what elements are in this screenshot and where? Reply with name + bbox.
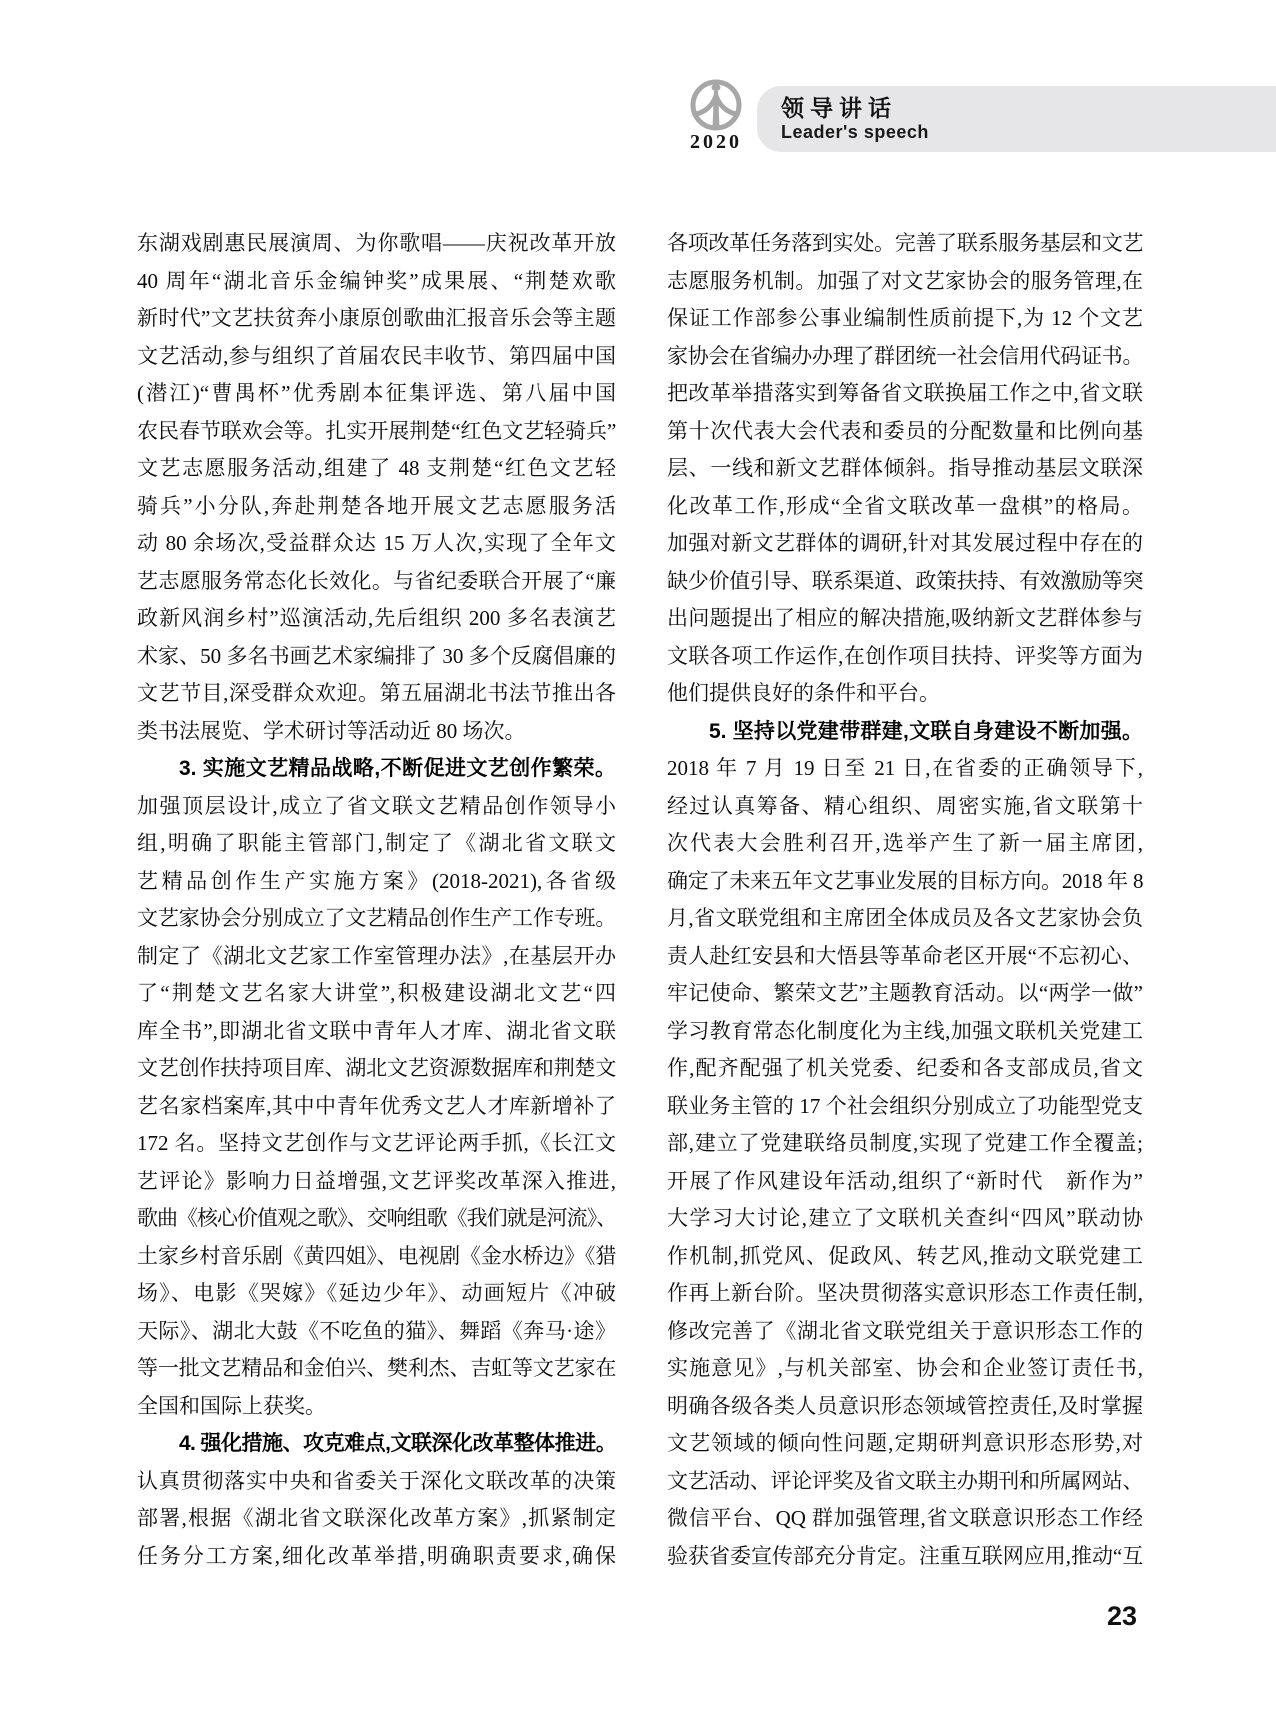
text-line: 修改完善了《湖北省文联党组关于意识形态工作的	[667, 1318, 1143, 1343]
text-line: 联业务主管的 17 个社会组织分别成立了功能型党支	[667, 1093, 1143, 1118]
text-line: 文艺领域的倾向性问题,定期研判意识形态形势,对	[667, 1431, 1143, 1455]
text-line: 文联各项工作运作,在创作项目扶持、评奖等方面为	[667, 643, 1143, 668]
text-line: 动 80 余场次,受益群众达 15 万人次,实现了全年文	[137, 531, 616, 555]
text-line: 等一批文艺精品和金伯兴、樊利杰、吉虹等文艺家在	[137, 1356, 616, 1380]
left-text-column	[137, 225, 616, 1575]
text-line: 加强顶层设计,成立了省文联文艺精品创作领导小	[137, 793, 616, 818]
text-line: 微信平台、QQ 群加强管理,省文联意识形态工作经	[667, 1506, 1143, 1530]
text-line: 2018 年 7 月 19 日至 21 日,在省委的正确领导下,	[667, 756, 1143, 780]
text-line: 172 名。坚持文艺创作与文艺评论两手抓,《长江文	[137, 1131, 616, 1155]
text-line: 作,配齐配强了机关党委、纪委和各支部成员,省文	[667, 1056, 1143, 1080]
text-line: 验获省委宣传部充分肯定。注重互联网应用,推动“互	[667, 1543, 1143, 1568]
text-line: 作机制,抓党风、促政风、转艺风,推动文联党建工	[667, 1243, 1143, 1268]
text-line: 出问题提出了相应的解决措施,吸纳新文艺群体参与	[667, 606, 1143, 630]
text-line: 文艺活动、评论评奖及省文联主办期刊和所属网站、	[667, 1468, 1143, 1493]
text-line: (潜江)“曹禺杯”优秀剧本征集评选、第八届中国	[137, 381, 616, 405]
section-title-cn: 领导讲话	[781, 95, 897, 121]
text-line: 次代表大会胜利召开,选举产生了新一届主席团,	[667, 831, 1143, 855]
text-line: 土家乡村音乐剧《黄四姐》、电视剧《金水桥边》《猎	[137, 1243, 616, 1268]
text-line: 责人赴红安县和大悟县等革命老区开展“不忘初心、	[667, 943, 1143, 968]
text-line: 骑兵”小分队,奔赴荆楚各地开展文艺志愿服务活	[137, 493, 616, 518]
text-line: 大学习大讨论,建立了文联机关查纠“四风”联动协	[667, 1206, 1143, 1230]
text-line: 艺评论》影响力日益增强,文艺评奖改革深入推进,	[137, 1168, 616, 1193]
text-line: 第十次代表大会代表和委员的分配数量和比例向基	[667, 418, 1143, 443]
text-line: 牢记使命、繁荣文艺”主题教育活动。以“两学一做”	[667, 981, 1143, 1005]
text-line: 类书法展览、学术研讨等活动近 80 场次。	[137, 718, 526, 743]
text-line: 文艺节目,深受群众欢迎。第五届湖北书法节推出各	[137, 681, 616, 705]
text-line: 制定了《湖北文艺家工作室管理办法》,在基层开办	[137, 943, 616, 968]
text-line: 歌曲《核心价值观之歌》、交响组歌《我们就是河流》、	[137, 1206, 616, 1230]
text-line: 术家、50 多名书画艺术家编排了 30 多个反腐倡廉的	[137, 643, 616, 668]
text-line: 确定了未来五年文艺事业发展的目标方向。2018 年 8	[667, 868, 1143, 893]
text-line: 文艺活动,参与组织了首届农民丰收节、第四届中国	[137, 343, 616, 368]
text-line: 艺名家档案库,其中中青年优秀文艺人才库新增补了	[137, 1093, 616, 1118]
text-line: 学习教育常态化制度化为主线,加强文联机关党建工	[667, 1018, 1143, 1043]
text-line: 月,省文联党组和主席团全体成员及各文艺家协会负	[667, 906, 1143, 930]
text-line: 任务分工方案,细化改革举措,明确职责要求,确保	[137, 1543, 616, 1568]
text-line: 作再上新台阶。坚决贯彻落实意识形态工作责任制,	[667, 1281, 1143, 1305]
text-line: 部署,根据《湖北省文联深化改革方案》,抓紧制定	[137, 1506, 616, 1530]
text-line: 文艺创作扶持项目库、湖北文艺资源数据库和荆楚文	[137, 1056, 616, 1080]
text-line: 志愿服务机制。加强了对文艺家协会的服务管理,在	[667, 268, 1143, 293]
text-line: 层、一线和新文艺群体倾斜。指导推动基层文联深	[667, 456, 1143, 480]
text-line: 化改革工作,形成“全省文联改革一盘棋”的格局。	[667, 493, 1143, 518]
text-line: 缺少价值引导、联系渠道、政策扶持、有效激励等突	[667, 568, 1143, 593]
year-label: 2020	[690, 131, 742, 153]
text-line: 保证工作部参公事业编制性质前提下,为 12 个文艺	[667, 306, 1143, 330]
text-line: 开展了作风建设年活动,组织了“新时代 新作为”	[667, 1168, 1143, 1193]
text-line: 家协会在省编办办理了群团统一社会信用代码证书。	[667, 343, 1143, 368]
text-line: 政新风润乡村”巡演活动,先后组织 200 多名表演艺	[137, 606, 616, 630]
text-line: 他们提供良好的条件和平台。	[667, 681, 940, 705]
text-line: 把改革举措落实到筹备省文联换届工作之中,省文联	[667, 381, 1143, 405]
text-line: 新时代”文艺扶贫奔小康原创歌曲汇报音乐会等主题	[137, 306, 616, 330]
text-line: 全国和国际上获奖。	[137, 1393, 326, 1418]
text-line: 经过认真筹备、精心组织、周密实施,省文联第十	[667, 793, 1143, 818]
text-line: 认真贯彻落实中央和省委关于深化文联改革的决策	[137, 1468, 616, 1493]
text-line: 艺精品创作生产实施方案》(2018-2021),各省级	[137, 868, 616, 893]
wenlian-emblem-icon	[687, 78, 745, 136]
section-heading-line: 3. 实施文艺精品战略,不断促进文艺创作繁荣。	[179, 757, 616, 780]
text-line: 场》、电影《哭嫁》《延边少年》、动画短片《冲破	[137, 1281, 616, 1305]
text-line: 了“荆楚文艺名家大讲堂”,积极建设湖北文艺“四	[137, 981, 616, 1005]
text-line: 艺志愿服务常态化长效化。与省纪委联合开展了“廉	[137, 568, 616, 593]
text-line: 明确各级各类人员意识形态领域管控责任,及时掌握	[667, 1393, 1143, 1418]
section-heading-line: 5. 坚持以党建带群建,文联自身建设不断加强。	[709, 719, 1143, 743]
section-heading-line: 4. 强化措施、攻克难点,文联深化改革整体推进。	[179, 1432, 616, 1455]
text-line: 文艺家协会分别成立了文艺精品创作生产工作专班。	[137, 906, 616, 930]
text-line: 文艺志愿服务活动,组建了 48 支荆楚“红色文艺轻	[137, 456, 616, 480]
page-number: 23	[1106, 1601, 1138, 1631]
text-line: 40 周年“湖北音乐金编钟奖”成果展、“荆楚欢歌	[137, 268, 616, 293]
text-line: 各项改革任务落到实处。完善了联系服务基层和文艺	[667, 231, 1143, 255]
text-line: 东湖戏剧惠民展演周、为你歌唱——庆祝改革开放	[137, 231, 616, 255]
text-line: 实施意见》,与机关部室、协会和企业签订责任书,	[667, 1356, 1143, 1380]
right-text-column	[667, 225, 1143, 1575]
text-line: 组,明确了职能主管部门,制定了《湖北省文联文	[137, 831, 616, 855]
text-line: 部,建立了党建联络员制度,实现了党建工作全覆盖;	[667, 1131, 1143, 1155]
text-line: 农民春节联欢会等。扎实开展荆楚“红色文艺轻骑兵”	[137, 418, 616, 443]
text-line: 库全书”,即湖北省文联中青年人才库、湖北省文联	[137, 1018, 616, 1043]
text-line: 加强对新文艺群体的调研,针对其发展过程中存在的	[667, 531, 1143, 555]
section-title-en: Leader's speech	[781, 122, 929, 142]
section-header-band	[757, 86, 1276, 152]
text-line: 天际》、湖北大鼓《不吃鱼的猫》、舞蹈《奔马·途》	[137, 1318, 616, 1343]
